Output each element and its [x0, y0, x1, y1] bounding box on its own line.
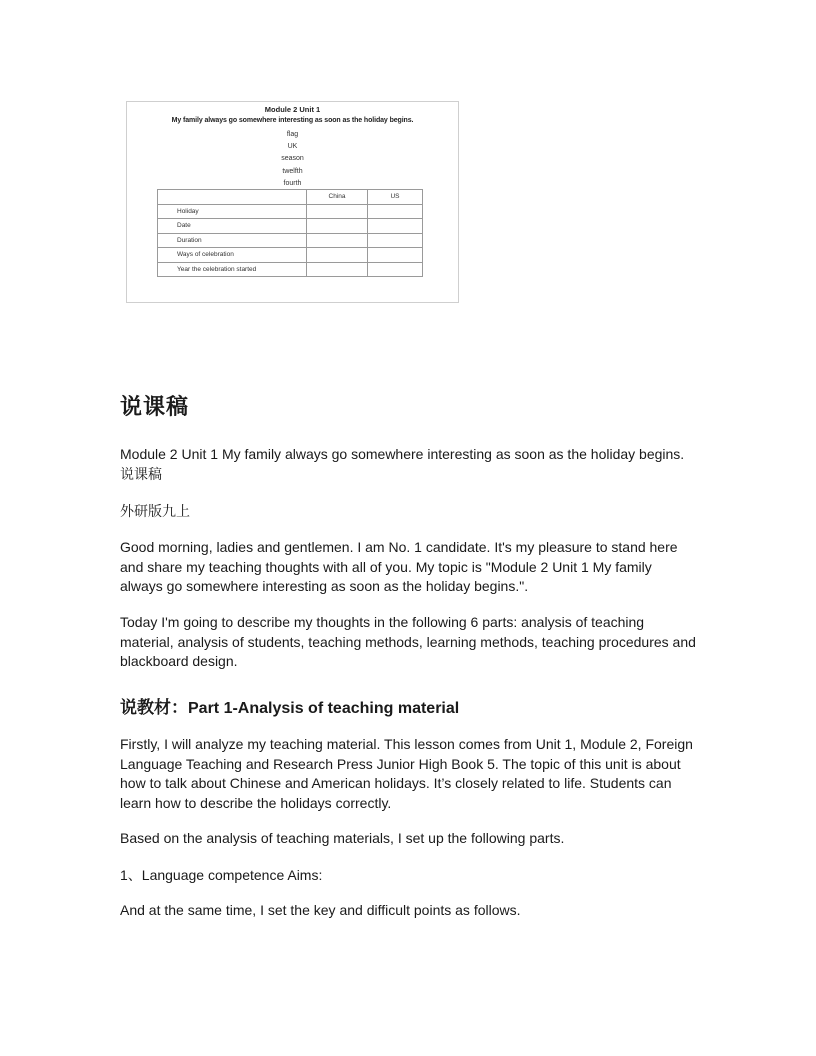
key-points-paragraph: And at the same time, I set the key and difficult points as follows.	[120, 902, 521, 918]
table-row-label: Ways of celebration	[158, 248, 307, 263]
section-heading	[120, 693, 696, 718]
aims-paragraph: 1、Language competence Aims:	[120, 867, 323, 883]
table-cell	[307, 233, 368, 248]
blackboard-design-image	[126, 101, 459, 303]
section-heading-en: Part 1-Analysis of teaching material	[188, 700, 460, 717]
intro-paragraph: Module 2 Unit 1 My family always go somewhere interesting as soon as the holiday begins. 说课稿	[120, 446, 685, 482]
material-paragraph: Firstly, I will analyze my teaching material. This lesson comes from Unit 1, Module 2, Foreign Language Teaching and Research Press Junior High Book 5. The topic of this unit is about how to talk about Chinese and American holidays. It’s closely related to life. Students can learn how to describe the holidays correctly.	[120, 736, 693, 811]
table-cell	[368, 204, 423, 219]
table-row-label: Year the celebration started	[158, 262, 307, 277]
table-cell	[368, 219, 423, 234]
table-row	[158, 248, 423, 263]
table-row	[158, 262, 423, 277]
table-cell	[307, 219, 368, 234]
board-word: flag	[286, 131, 299, 138]
table-row	[158, 219, 423, 234]
table-cell	[368, 262, 423, 277]
page-title: 说课稿	[120, 395, 190, 420]
board-word: fourth	[283, 179, 302, 187]
table-row	[158, 233, 423, 248]
table-cell	[307, 248, 368, 263]
parts-paragraph: Today I'm going to describe my thoughts in the following 6 parts: analysis of teaching material, analysis of students, teaching methods, learning methods, teaching procedures and blackboard design.	[120, 614, 696, 669]
holiday-comparison-table	[157, 189, 423, 277]
based-paragraph: Based on the analysis of teaching materials, I set up the following parts.	[120, 830, 565, 846]
greeting-paragraph: Good morning, ladies and gentlemen. I am No. 1 candidate. It's my pleasure to stand here and share my teaching thoughts with all of you. My topic is "Module 2 Unit 1 My family always go somewhere interesting as soon as the holiday begins.".	[120, 539, 678, 594]
board-word: twelfth	[282, 167, 303, 175]
board-word-list	[127, 129, 458, 190]
table-header-cell: China	[307, 190, 368, 205]
board-subtitle: My family always go somewhere interesting as soon as the holiday begins.	[171, 117, 414, 124]
table-header-cell	[158, 190, 307, 205]
table-row-label: Holiday	[158, 204, 307, 219]
publisher-line: 外研版九上	[120, 504, 190, 520]
board-word: season	[281, 155, 304, 163]
board-word: UK	[287, 143, 298, 151]
section-heading-cn: 说教材：	[120, 698, 188, 718]
table-row-label: Date	[158, 219, 307, 234]
table-cell	[368, 248, 423, 263]
table-header-row	[158, 190, 423, 205]
table-header-cell: US	[368, 190, 423, 205]
table-cell	[307, 262, 368, 277]
board-title: Module 2 Unit 1	[264, 105, 321, 114]
table-row-label: Duration	[158, 233, 307, 248]
table-row	[158, 204, 423, 219]
table-cell	[307, 204, 368, 219]
table-cell	[368, 233, 423, 248]
